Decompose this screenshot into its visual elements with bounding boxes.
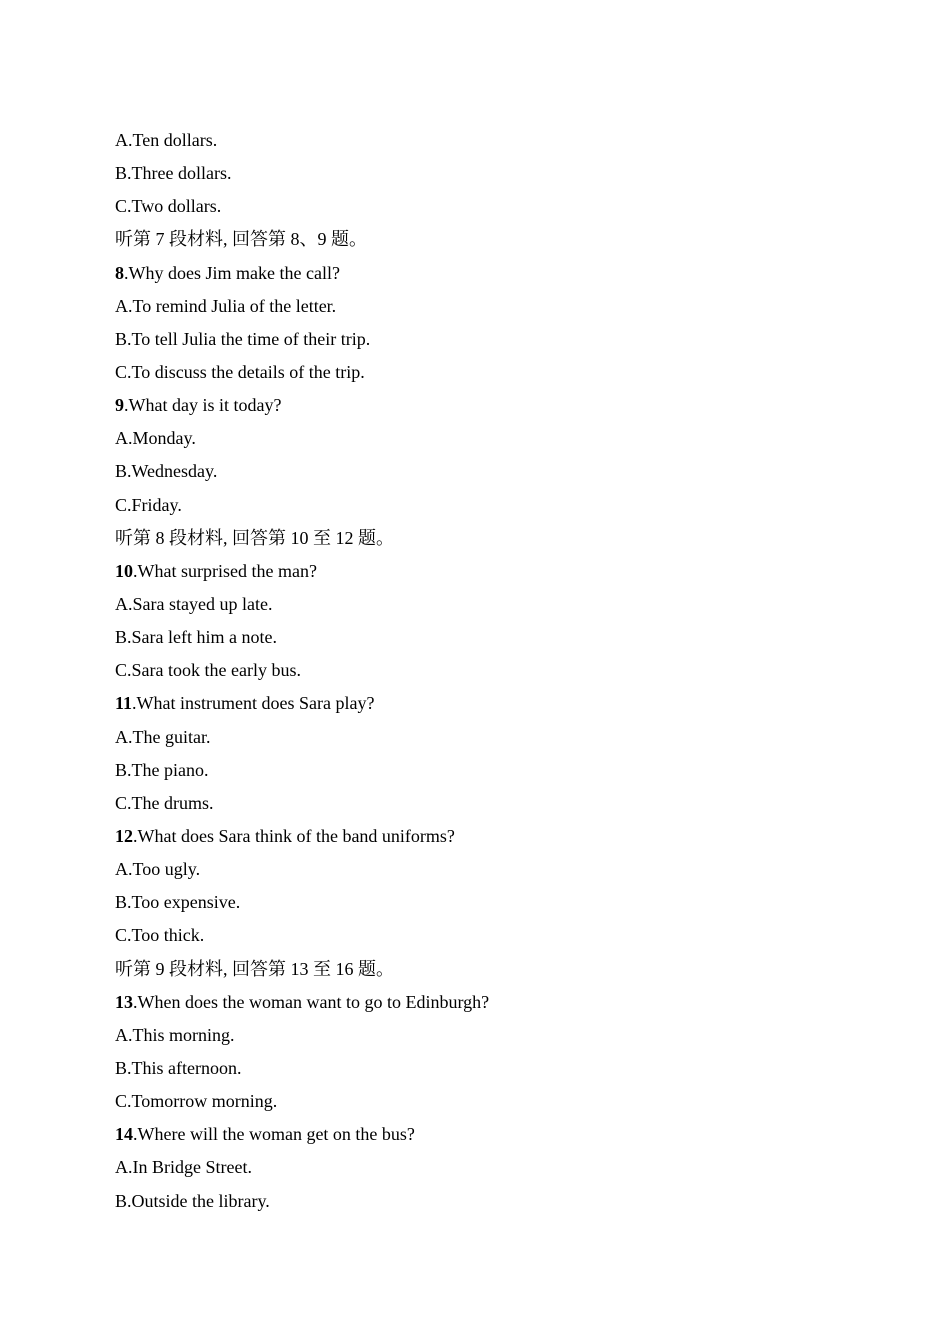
answer-option: A.Sara stayed up late. bbox=[115, 593, 273, 614]
question-11 bbox=[115, 687, 875, 720]
answer-option: C.Sara took the early bus. bbox=[115, 660, 301, 681]
question-number: 8 bbox=[115, 262, 124, 283]
answer-option: B.The piano. bbox=[115, 759, 209, 780]
question-text: .What day is it today? bbox=[124, 395, 282, 416]
answer-option: C.Too thick. bbox=[115, 925, 205, 946]
answer-option: C.Tomorrow morning. bbox=[115, 1091, 278, 1112]
question-12 bbox=[115, 820, 875, 853]
answer-option: A.Monday. bbox=[115, 428, 196, 449]
question-14 bbox=[115, 1118, 875, 1151]
question-number: 12 bbox=[115, 825, 133, 846]
answer-option: B.Outside the library. bbox=[115, 1190, 270, 1211]
question-text: .When does the woman want to go to Edinburgh? bbox=[133, 991, 490, 1012]
question-13 bbox=[115, 986, 875, 1019]
section-instruction: 听第 7 段材料, 回答第 8、9 题。 bbox=[115, 229, 367, 250]
question-8 bbox=[115, 257, 875, 290]
answer-option: B.To tell Julia the time of their trip. bbox=[115, 328, 371, 349]
question-text: .What instrument does Sara play? bbox=[132, 693, 375, 714]
question-number: 10 bbox=[115, 560, 133, 581]
answer-option: A.The guitar. bbox=[115, 726, 211, 747]
question-text: .What does Sara think of the band uniforms? bbox=[133, 825, 455, 846]
exam-content bbox=[115, 124, 875, 1218]
question-10 bbox=[115, 555, 875, 588]
answer-option: A.This morning. bbox=[115, 1024, 235, 1045]
answer-option: A.Too ugly. bbox=[115, 859, 201, 880]
answer-option: C.Friday. bbox=[115, 494, 182, 515]
answer-option: B.This afternoon. bbox=[115, 1057, 242, 1078]
question-text: .What surprised the man? bbox=[133, 560, 317, 581]
answer-option: A.To remind Julia of the letter. bbox=[115, 295, 337, 316]
section-instruction: 听第 8 段材料, 回答第 10 至 12 题。 bbox=[115, 527, 394, 548]
question-number: 11 bbox=[115, 693, 133, 714]
answer-option: A.Ten dollars. bbox=[115, 130, 218, 150]
answer-option: C.To discuss the details of the trip. bbox=[115, 361, 365, 382]
question-number: 9 bbox=[115, 395, 124, 416]
answer-option: B.Three dollars. bbox=[115, 163, 232, 184]
answer-option: C.Two dollars. bbox=[115, 196, 222, 217]
question-text: .Why does Jim make the call? bbox=[124, 262, 340, 283]
question-number: 14 bbox=[115, 1124, 133, 1145]
question-text: .Where will the woman get on the bus? bbox=[133, 1124, 415, 1145]
question-number: 13 bbox=[115, 991, 133, 1012]
answer-option: B.Too expensive. bbox=[115, 892, 241, 913]
question-9 bbox=[115, 389, 875, 422]
answer-option: C.The drums. bbox=[115, 792, 214, 813]
answer-option: B.Wednesday. bbox=[115, 461, 218, 482]
answer-option: B.Sara left him a note. bbox=[115, 627, 277, 648]
section-instruction: 听第 9 段材料, 回答第 13 至 16 题。 bbox=[115, 958, 394, 979]
answer-option: A.In Bridge Street. bbox=[115, 1157, 252, 1178]
